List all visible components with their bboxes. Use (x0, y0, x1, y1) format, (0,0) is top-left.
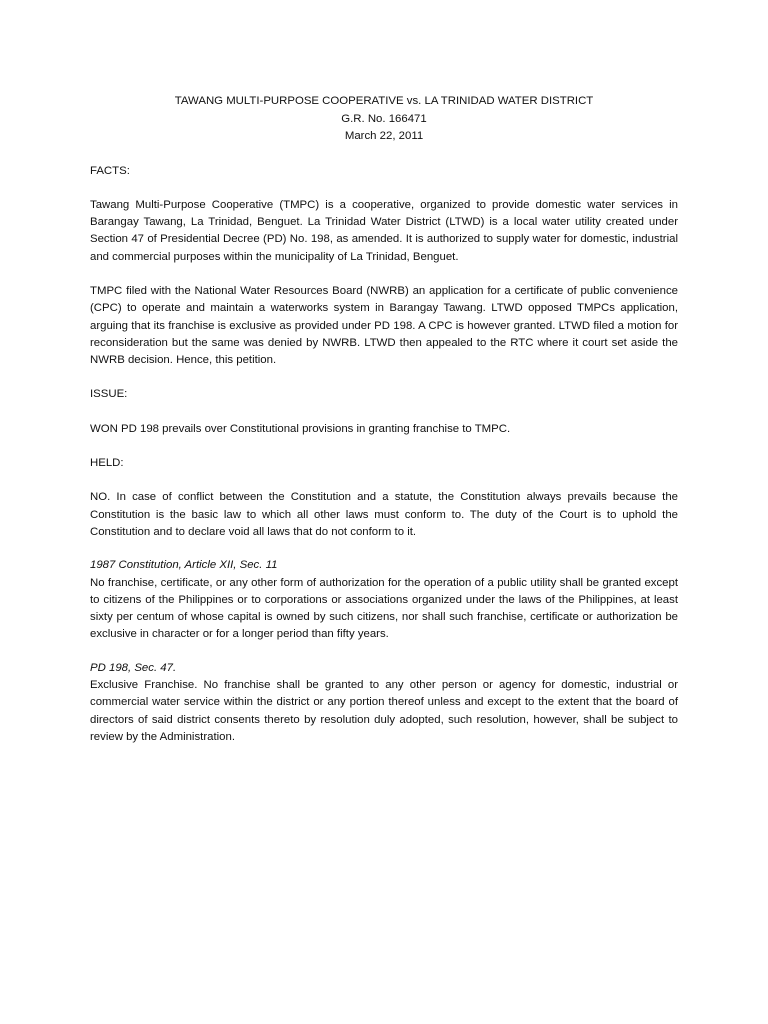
facts-paragraph-1: Tawang Multi-Purpose Cooperative (TMPC) is a cooperative, organized to provide domestic water services in Barangay Tawang, La Trinidad, Benguet. La Trinidad Water District (LTWD) is a local water utility created under Section 47 of Presidential Decree (PD) No. 198, as amended. It is authorized to supply water for domestic, industrial and commercial purposes within the municipality of La Trinidad, Benguet. (90, 198, 678, 263)
held-heading: HELD: (90, 457, 124, 470)
held-text: NO. In case of conflict between the Constitution and a statute, the Constitution always prevails because the Constitution is the basic law to which all other laws must conform to. The duty of the Court is to uphold the Constitution and to declare void all laws that do not conform to it. (90, 491, 678, 538)
case-title: TAWANG MULTI-PURPOSE COOPERATIVE vs. LA TRINIDAD WATER DISTRICT (174, 95, 594, 107)
case-header (90, 93, 678, 146)
case-date: March 22, 2011 (344, 130, 424, 142)
facts-paragraph-2: TMPC filed with the National Water Resources Board (NWRB) an application for a certificate of public convenience (CPC) to operate and maintain a waterworks system in Barangay Tawang. LTWD opposed TMPCs application, arguing that its franchise is exclusive as provided under PD 198. A CPC is however granted. LTWD filed a motion for reconsideration but the same was denied by NWRB. LTWD then appealed to the RTC where it court set aside the NWRB decision. Hence, this petition. (90, 284, 678, 367)
case-number: G.R. No. 166471 (341, 112, 427, 125)
facts-heading: FACTS: (90, 164, 130, 177)
citation-source-pd198: PD 198, Sec. 47. (90, 661, 177, 674)
issue-text: WON PD 198 prevails over Constitutional provisions in granting franchise to TMPC. (90, 422, 511, 435)
citation-text-pd198: Exclusive Franchise. No franchise shall be granted to any other person or agency for domestic, industrial or commercial water service within the district or any portion thereof unless and except to the extent that the board of directors of said district consents thereto by resolution duly adopted, such resolution, however, shall be subject to review by the Administration. (90, 679, 678, 743)
citation-text-constitution: No franchise, certificate, or any other form of authorization for the operation of a public utility shall be granted except to citizens of the Philippines or to corporations or associations organized under the laws of the Philippines, at least sixty per centum of whose capital is owned by such citizens, nor shall such franchise, certificate or authorization be exclusive in character or for a longer period than fifty years. (90, 576, 678, 641)
citation-source-constitution: 1987 Constitution, Article XII, Sec. 11 (90, 559, 278, 572)
issue-heading: ISSUE: (90, 388, 128, 401)
document-page (90, 93, 678, 762)
